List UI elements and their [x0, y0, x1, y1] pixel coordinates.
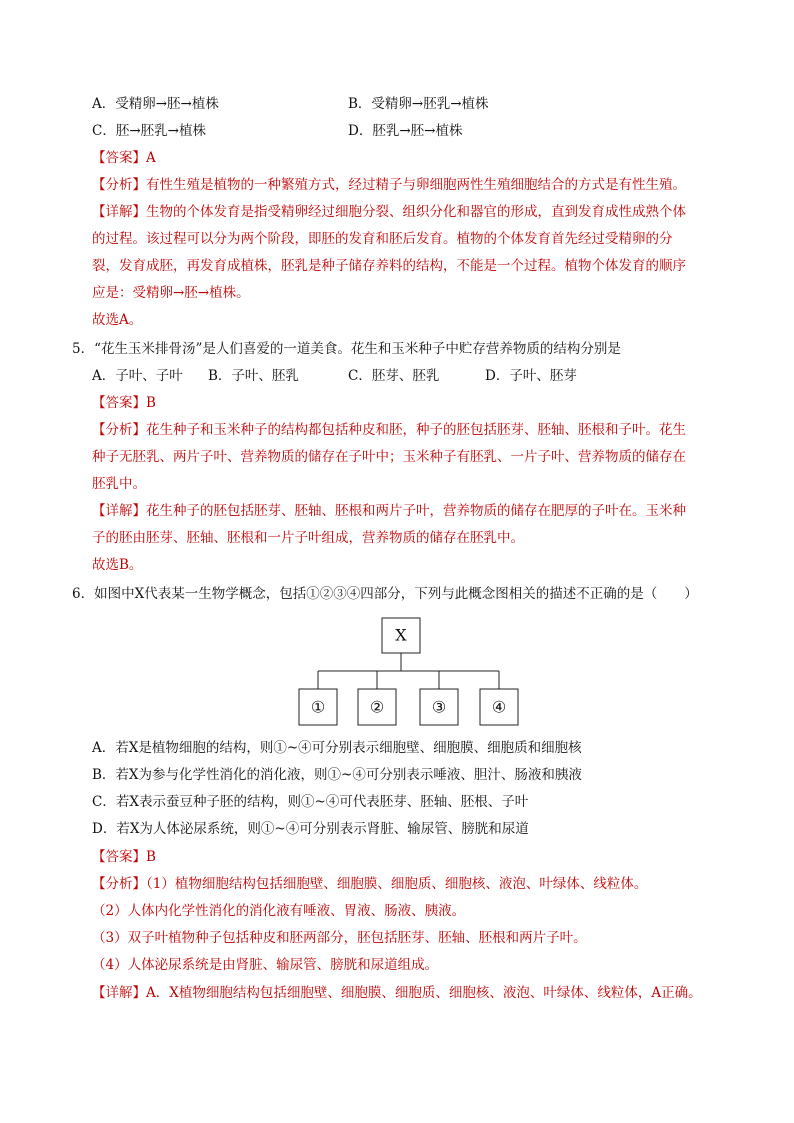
diagram-root-label: X — [395, 625, 407, 645]
q4-detail-line-2: 的过程。该过程可以分为两个阶段，即胚的发育和胚后发育。植物的个体发育首先经过受精卵的分 — [92, 231, 673, 247]
diagram-child-label-1: ① — [310, 697, 326, 717]
diagram-child-box-2 — [358, 689, 396, 725]
diagram-child-label-3: ③ — [431, 697, 447, 717]
q4-answer — [92, 149, 156, 167]
q6-analysis-line-1 — [92, 875, 647, 893]
q5-detail-line-2: 子的胚由胚芽、胚轴、胚根和一片子叶组成，营养物质的储存在胚乳中。 — [92, 530, 524, 546]
q4-option-c: C．胚→胚乳→植株 — [92, 123, 206, 139]
analysis-text: （1）植物细胞结构包括细胞壁、细胞膜、细胞质、细胞核、液泡、叶绿体、线粒体。 — [146, 876, 648, 892]
answer-value: B — [146, 849, 156, 865]
answer-label: 【答案】 — [92, 849, 146, 865]
diagram-child-label-2: ② — [369, 697, 385, 717]
q5-analysis-line-2: 种子无胚乳、两片子叶、营养物质的储存在子叶中；玉米种子有胚乳、一片子叶、营养物质的储存在 — [92, 449, 686, 465]
q5-option-c: C．胚芽、胚乳 — [348, 368, 440, 384]
q5-option-b: B．子叶、胚乳 — [208, 368, 299, 384]
diagram-child-box-4 — [480, 689, 518, 725]
q4-detail-line-3: 裂，发育成胚，再发育成植株，胚乳是种子储存养料的结构，不能是一个过程。植物个体发育的顺序 — [92, 258, 686, 274]
diagram-root-box — [382, 618, 420, 653]
detail-text: 生物的个体发育是指受精卵经过细胞分裂、组织分化和器官的形成，直到发育成性成熟个体 — [146, 204, 686, 220]
analysis-text: 有性生殖是植物的一种繁殖方式，经过精子与卵细胞两性生殖细胞结合的方式是有性生殖。 — [146, 177, 686, 193]
analysis-label: 【分析】 — [92, 177, 146, 193]
q6-analysis-line-3: （3）双子叶植物种子包括种皮和胚两部分，胚包括胚芽、胚轴、胚根和两片子叶。 — [92, 930, 587, 946]
q6-detail-line-1 — [92, 984, 702, 1002]
q4-detail-line-4: 应是：受精卵→胚→植株。 — [92, 285, 250, 301]
diagram-child-box-1 — [299, 689, 337, 725]
q5-option-d: D．子叶、胚芽 — [485, 368, 577, 384]
analysis-label: 【分析】 — [92, 422, 146, 438]
detail-text: A．X植物细胞结构包括细胞壁、细胞膜、细胞质、细胞核、液泡、叶绿体、线粒体，A正确。 — [146, 985, 702, 1001]
q6-option-b: B．若X为参与化学性消化的消化液，则①~④可分别表示唾液、胆汁、肠液和胰液 — [92, 767, 582, 783]
analysis-text: 花生种子和玉米种子的结构都包括种皮和胚，种子的胚包括胚芽、胚轴、胚根和子叶。花生 — [146, 422, 686, 438]
q5-conclusion: 故选B。 — [92, 557, 143, 573]
q5-analysis-line-1 — [92, 421, 686, 439]
q5-stem: 5．“花生玉米排骨汤”是人们喜爱的一道美食。花生和玉米种子中贮存营养物质的结构分别是 — [72, 341, 621, 357]
q6-option-d: D．若X为人体泌尿系统，则①~④可分别表示肾脏、输尿管、膀胱和尿道 — [92, 821, 529, 837]
q5-answer — [92, 394, 156, 412]
q6-stem: 6．如图中X代表某一生物学概念，包括①②③④四部分，下列与此概念图相关的描述不正确的是（ ） — [72, 586, 698, 602]
q6-option-c: C．若X表示蚕豆种子胚的结构，则①~④可代表胚芽、胚轴、胚根、子叶 — [92, 794, 529, 810]
q6-analysis-line-4: （4）人体泌尿系统是由肾脏、输尿管、膀胱和尿道组成。 — [92, 957, 439, 973]
diagram-child-label-4: ④ — [491, 697, 507, 717]
q6-option-a: A．若X是植物细胞的结构，则①~④可分别表示细胞壁、细胞膜、细胞质和细胞核 — [92, 740, 582, 756]
answer-value: A — [146, 150, 156, 166]
q6-answer — [92, 848, 156, 866]
detail-label: 【详解】 — [92, 985, 146, 1001]
q4-detail-line-1 — [92, 203, 686, 221]
q4-analysis — [92, 176, 686, 194]
q5-option-a: A．子叶、子叶 — [92, 368, 183, 384]
q4-conclusion: 故选A。 — [92, 312, 143, 328]
diagram-child-box-3 — [420, 689, 458, 725]
q6-analysis-line-2: （2）人体内化学性消化的消化液有唾液、胃液、肠液、胰液。 — [92, 903, 466, 919]
q4-option-a: A．受精卵→胚→植株 — [92, 96, 219, 112]
answer-value: B — [146, 395, 156, 411]
analysis-label: 【分析】 — [92, 876, 146, 892]
q5-detail-line-1 — [92, 502, 686, 520]
q4-option-b: B．受精卵→胚乳→植株 — [348, 96, 489, 112]
answer-label: 【答案】 — [92, 395, 146, 411]
detail-label: 【详解】 — [92, 503, 146, 519]
answer-label: 【答案】 — [92, 150, 146, 166]
q4-option-d: D．胚乳→胚→植株 — [348, 123, 463, 139]
detail-text: 花生种子的胚包括胚芽、胚轴、胚根和两片子叶，营养物质的储存在肥厚的子叶在。玉米种 — [146, 503, 686, 519]
q5-analysis-line-3: 胚乳中。 — [92, 476, 146, 492]
detail-label: 【详解】 — [92, 204, 146, 220]
